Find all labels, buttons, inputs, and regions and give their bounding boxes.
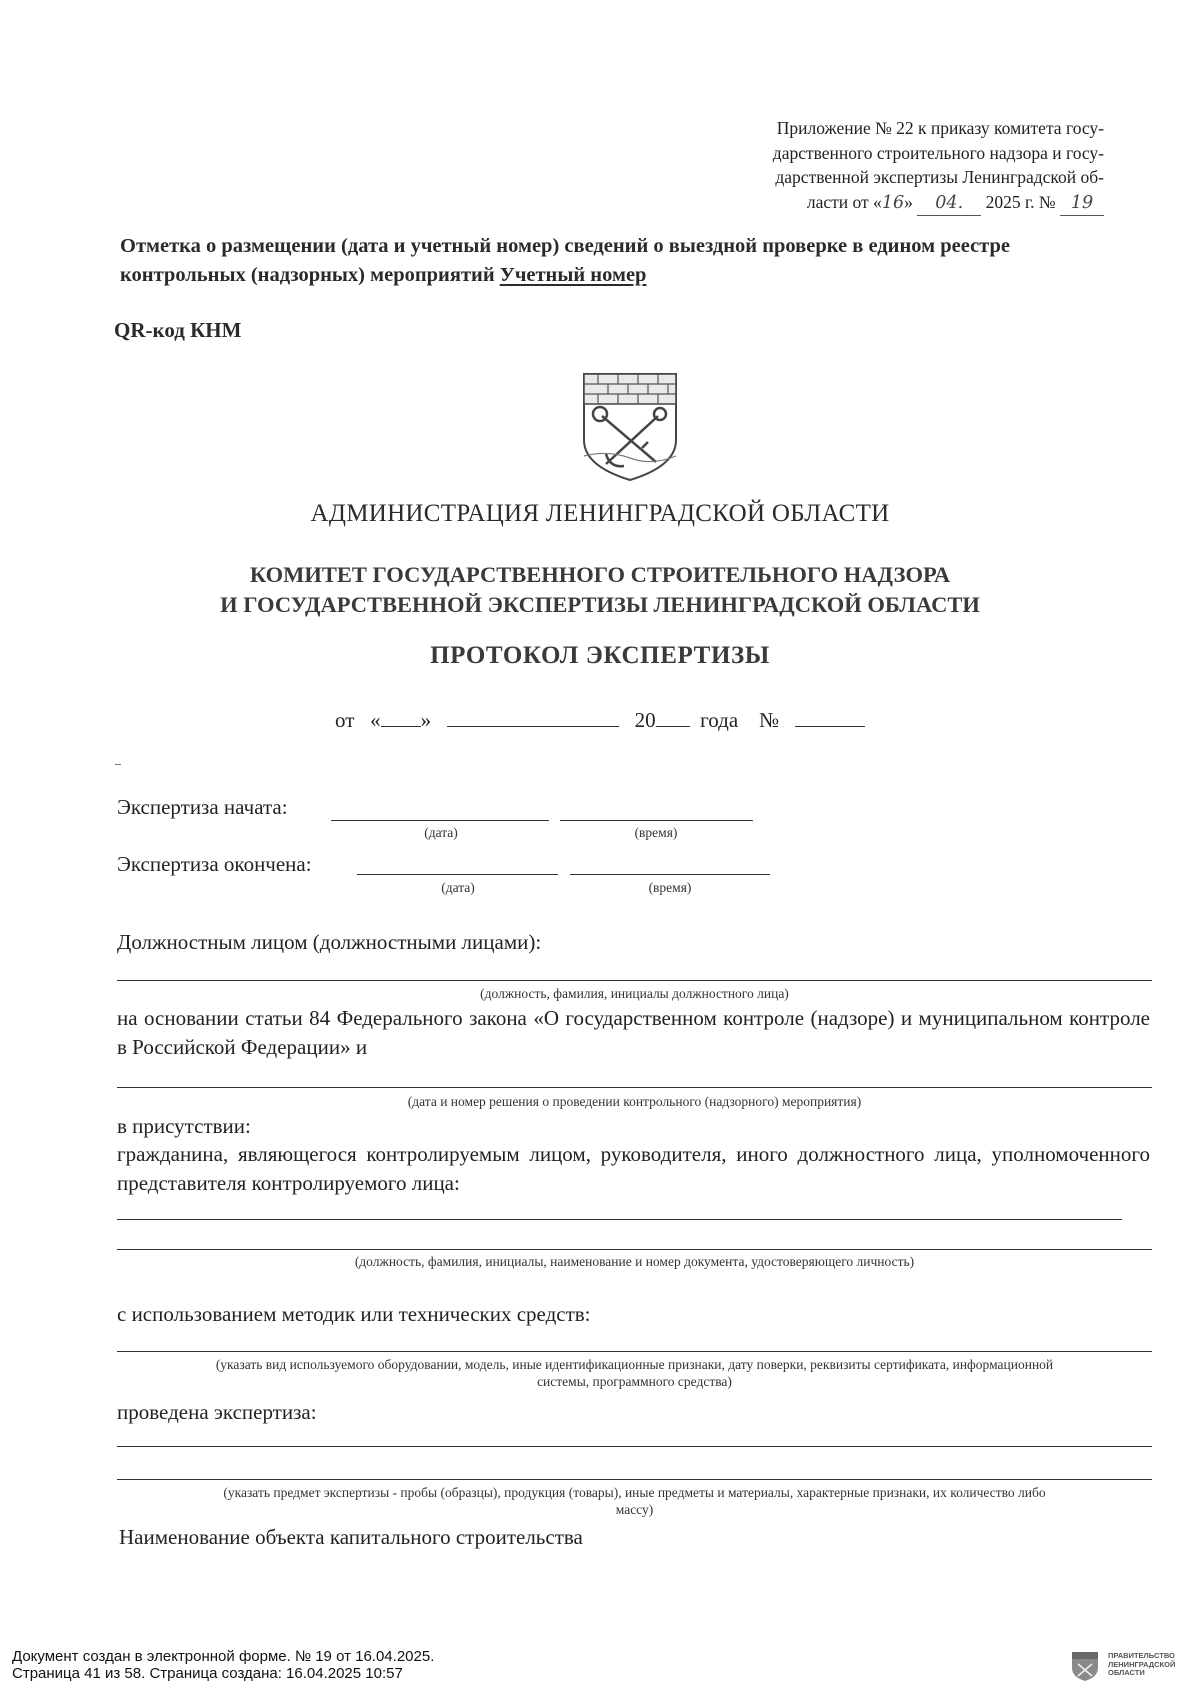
government-logo-text (1108, 1652, 1175, 1678)
appendix-date-prefix: ласти от « (806, 191, 882, 212)
year-word: года (700, 708, 739, 732)
administration-title: АДМИНИСТРАЦИЯ ЛЕНИНГРАДСКОЙ ОБЛАСТИ (310, 500, 890, 527)
appendix-line-4 (724, 190, 1104, 217)
expertise-started-label: Экспертиза начата: (117, 795, 288, 819)
document-title: ПРОТОКОЛ ЭКСПЕРТИЗЫ (430, 642, 770, 669)
equipment-field[interactable] (117, 1351, 1152, 1352)
logo-line-2: ЛЕНИНГРАДСКОЙ (1108, 1659, 1176, 1669)
coat-of-arms-icon (578, 370, 682, 482)
appendix-date-mid: » (904, 191, 913, 212)
presence-label: в присутствии: (117, 1114, 251, 1138)
day-blank[interactable] (381, 708, 421, 727)
ended-time-field[interactable] (570, 874, 770, 875)
registry-notice (120, 232, 1120, 290)
person-field-2[interactable] (117, 1249, 1152, 1250)
document-footer (12, 1648, 434, 1682)
century-label: 20 (634, 708, 656, 732)
protocol-date-line (0, 708, 1200, 733)
officials-caption: (должность, фамилия, инициалы должностного лица) (480, 986, 789, 1001)
ended-date-field[interactable] (357, 874, 558, 875)
appendix-line-3: дарственной экспертизы Ленинградской об- (775, 167, 1104, 187)
appendix-number: 19 (1060, 191, 1104, 217)
decision-caption: (дата и номер решения о проведении контрольного (надзорного) мероприятия) (407, 1094, 862, 1109)
subject-caption-line-2: массу) (615, 1502, 654, 1517)
number-sign: № (759, 708, 780, 732)
person-field-1[interactable] (117, 1219, 1122, 1220)
ended-date-caption: (дата) (441, 880, 475, 895)
officials-label: Должностным лицом (должностными лицами): (117, 930, 542, 954)
footer-line-2: Страница 41 из 58. Страница создана: 16.04.2025 10:57 (12, 1665, 403, 1682)
conducted-label: проведена экспертиза: (117, 1400, 317, 1424)
date-from-label: от (335, 708, 355, 732)
footer-line-1: Документ создан в электронной форме. № 19 от 16.04.2025. (12, 1648, 435, 1665)
date-open-quote: « (370, 708, 381, 732)
committee-line-1: КОМИТЕТ ГОСУДАРСТВЕННОГО СТРОИТЕЛЬНОГО НАДЗОРА (249, 562, 951, 587)
registry-notice-text: Отметка о размещении (дата и учетный номер) сведений о выездной проверке в едином реестре контрольных (надзорных) мероприятий (120, 235, 1010, 286)
stray-mark (115, 764, 121, 765)
year-blank[interactable] (656, 708, 690, 727)
qr-code-label: QR-код КНМ (114, 318, 242, 342)
legal-basis-text: на основании статьи 84 Федерального закона «О государственном контроле (надзоре) и муниципальном контроле в Российской Федерации» и (117, 1006, 1150, 1059)
equipment-caption (117, 1356, 1152, 1390)
object-name-label: Наименование объекта капитального строительства (119, 1525, 583, 1549)
appendix-year: 2025 г. № (985, 191, 1056, 212)
logo-line-1: ПРАВИТЕЛЬСТВО (1108, 1651, 1175, 1660)
presence-text: гражданина, являющегося контролируемым лицом, руководителя, иного должностного лица, уполномоченного представителя контролируемого лица: (117, 1142, 1150, 1195)
committee-name (0, 560, 1200, 620)
government-logo (1070, 1650, 1180, 1684)
account-number-label: Учетный номер (499, 264, 647, 286)
appendix-line-2: дарственного строительного надзора и госу- (772, 142, 1104, 163)
methods-label: с использованием методик или технических средств: (117, 1302, 591, 1326)
appendix-reference (724, 116, 1104, 216)
date-close-quote: » (420, 708, 432, 732)
month-blank[interactable] (447, 708, 619, 727)
equipment-caption-line-2: системы, программного средства) (537, 1374, 732, 1389)
started-time-field[interactable] (560, 820, 753, 821)
appendix-line-1: Приложение № 22 к приказу комитета госу- (776, 118, 1104, 138)
subject-caption-line-1: (указать предмет экспертизы - пробы (образцы), продукция (товары), иные предметы и материалы, характерные признаки, их количество либо (223, 1485, 1046, 1500)
decision-field[interactable] (117, 1087, 1152, 1088)
subject-caption (117, 1484, 1152, 1518)
protocol-number-blank[interactable] (795, 708, 865, 727)
equipment-caption-line-1: (указать вид используемого оборудовании, модель, иные идентификационные признаки, дату поверки, реквизиты сертификата, информационной (215, 1357, 1054, 1372)
committee-line-2: И ГОСУДАРСТВЕННОЙ ЭКСПЕРТИЗЫ ЛЕНИНГРАДСКОЙ ОБЛАСТИ (220, 592, 980, 617)
started-time-caption: (время) (634, 825, 678, 840)
started-date-caption: (дата) (424, 825, 458, 840)
ended-time-caption: (время) (648, 880, 692, 895)
officials-field[interactable] (117, 980, 1152, 981)
started-date-field[interactable] (331, 820, 549, 821)
person-caption: (должность, фамилия, инициалы, наименование и номер документа, удостоверяющего личность) (354, 1254, 915, 1269)
appendix-month: 04. (917, 191, 981, 217)
expertise-ended-label: Экспертиза окончена: (117, 852, 312, 876)
government-emblem-icon (1070, 1650, 1100, 1682)
logo-line-3: ОБЛАСТИ (1108, 1668, 1145, 1677)
subject-field-1[interactable] (117, 1446, 1152, 1447)
appendix-day: 16 (881, 192, 905, 213)
subject-field-2[interactable] (117, 1479, 1152, 1480)
